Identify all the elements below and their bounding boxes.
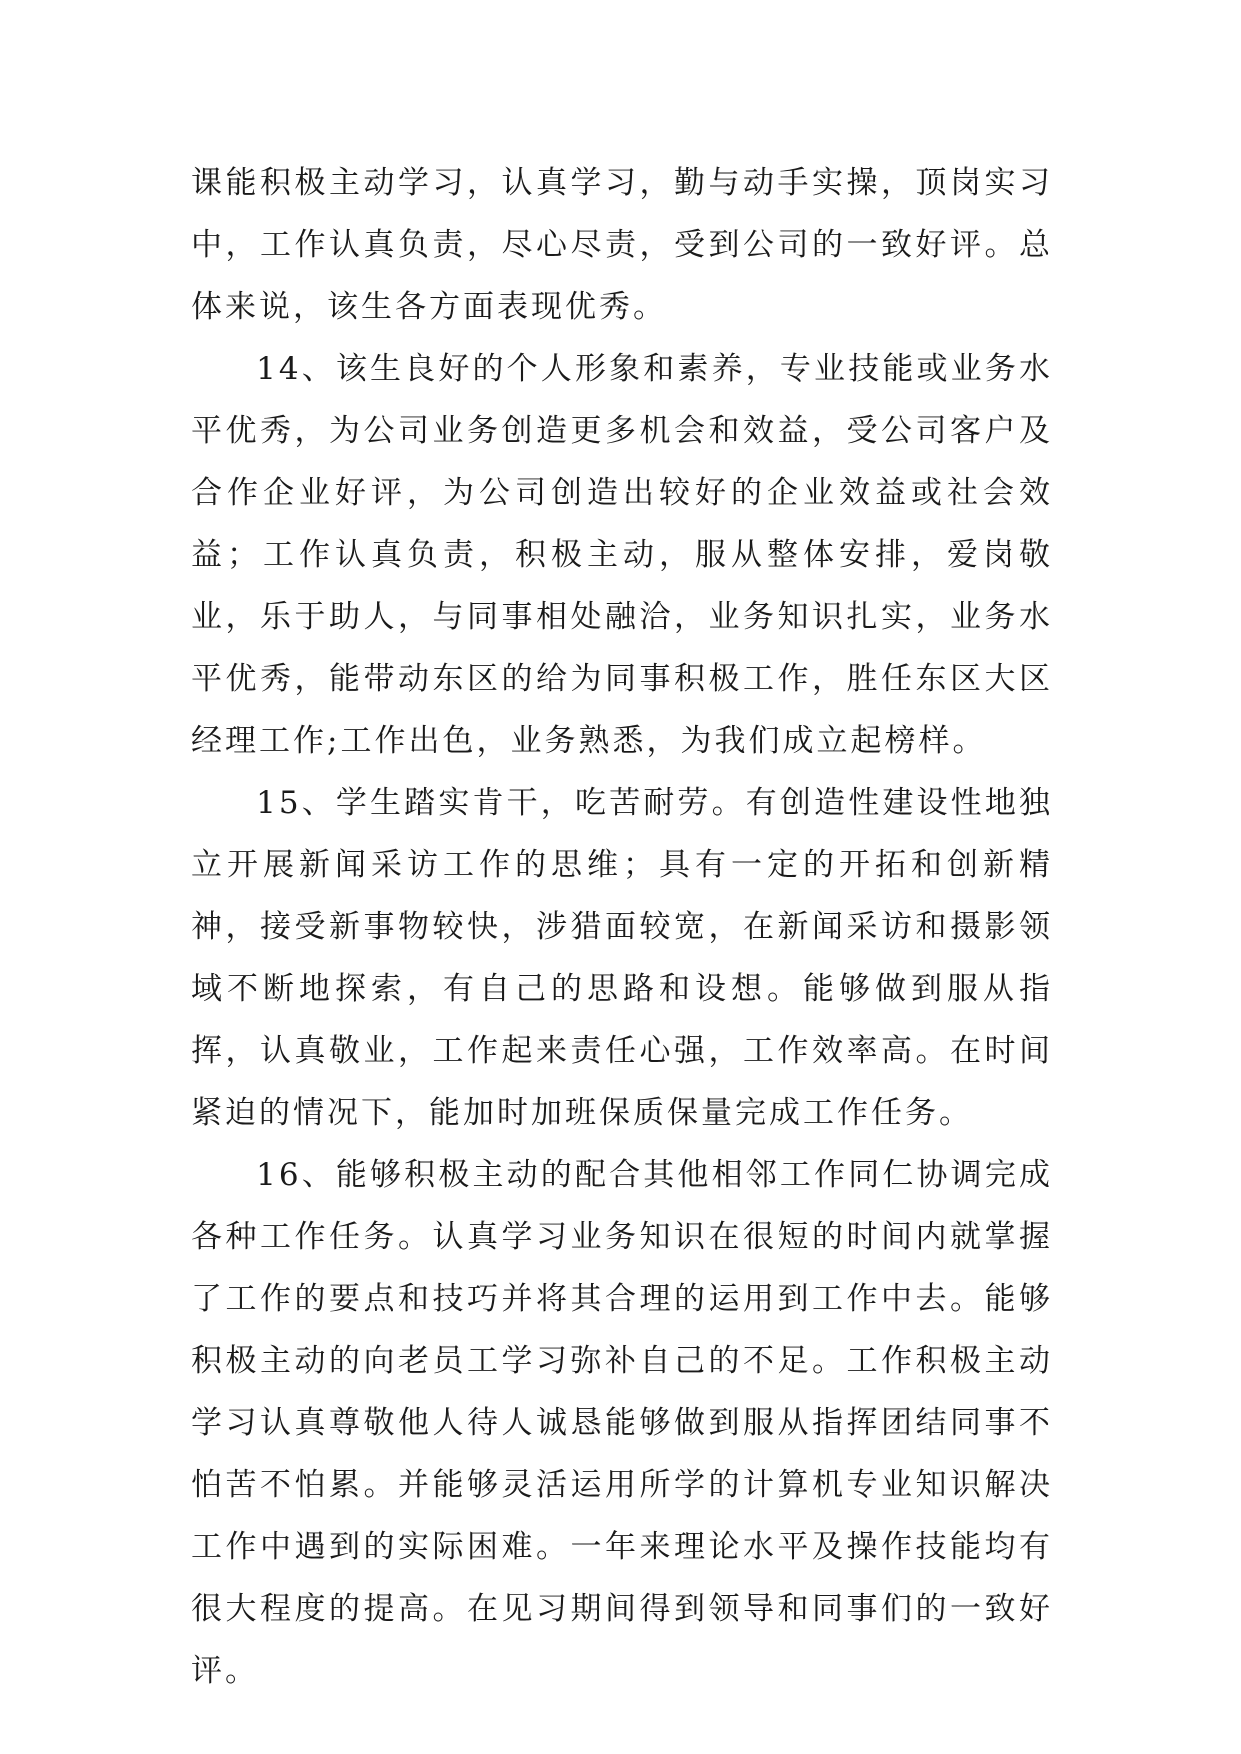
paragraph-item-16: 16、能够积极主动的配合其他相邻工作同仁协调完成各种工作任务。认真学习业务知识在很短的时间内就掌握了工作的要点和技巧并将其合理的运用到工作中去。能够积极主动的向老员工学习弥补自己的不足。工作积极主动学习认真尊敬他人待人诚恳能够做到服从指挥团结同事不怕苦不怕累。并能够灵活运用所学的计算机专业知识解决工作中遇到的实际困难。一年来理论水平及操作技能均有很大程度的提高。在见习期间得到领导和同事们的一致好评。 <box>191 1157 1053 1689</box>
paragraph-item-15: 15、学生踏实肯干，吃苦耐劳。有创造性建设性地独立开展新闻采访工作的思维；具有一定的开拓和创新精神，接受新事物较快，涉猎面较宽，在新闻采访和摄影领域不断地探索，有自己的思路和设想。能够做到服从指挥，认真敬业，工作起来责任心强，工作效率高。在时间紧迫的情况下，能加时加班保质保量完成工作任务。 <box>191 785 1053 1131</box>
paragraph-item-14: 14、该生良好的个人形象和素养，专业技能或业务水平优秀，为公司业务创造更多机会和效益，受公司客户及合作企业好评，为公司创造出较好的企业效益或社会效益；工作认真负责，积极主动，服从整体安排，爱岗敬业，乐于助人，与同事相处融洽，业务知识扎实，业务水平优秀，能带动东区的给为同事积极工作，胜任东区大区经理工作;工作出色，业务熟悉，为我们成立起榜样。 <box>191 351 1053 759</box>
paragraph-continued: 课能积极主动学习，认真学习，勤与动手实操，顶岗实习中，工作认真负责，尽心尽责，受到公司的一致好评。总体来说，该生各方面表现优秀。 <box>191 165 1053 325</box>
document-body <box>191 152 1053 1702</box>
